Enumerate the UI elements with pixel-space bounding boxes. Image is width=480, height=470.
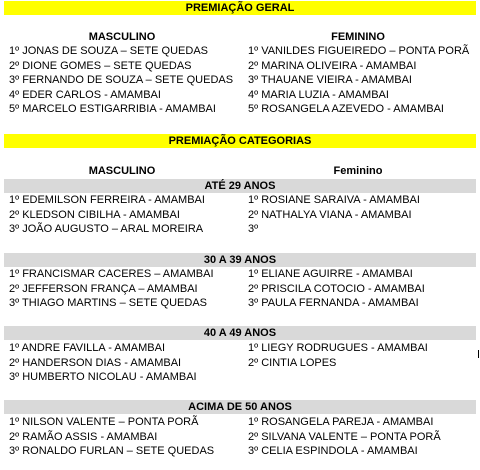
group-masc-entry: 3º THIAGO MARTINS – SETE QUEDAS — [9, 297, 207, 309]
geral-masc-entry: 4º EDER CARLOS - AMAMBAI — [9, 88, 161, 101]
group-fem-entry: 2º PRISCILA COTOCIO - AMAMBAI — [248, 282, 425, 295]
geral-fem-entry: 1º VANILDES FIGUEIREDO – PONTA PORÃ — [248, 45, 470, 57]
group-fem-entry: 2º NATHALYA VIANA - AMAMBAI — [248, 208, 412, 221]
geral-masc-header: MASCULINO — [88, 31, 156, 43]
geral-masc-entry: 3º FERNANDO DE SOUZA – SETE QUEDAS — [9, 74, 234, 86]
geral-title-bar — [4, 1, 476, 15]
group-fem-entry: 1º LIEGY RODRUGUES - AMAMBAI — [248, 342, 428, 354]
group-masc-entry: 1º NILSON VALENTE – PONTA PORÃ — [9, 416, 199, 428]
group-label: ACIMA DE 50 ANOS — [188, 401, 292, 413]
categorias-title: PREMIAÇÃO CATEGORIAS — [168, 135, 312, 147]
group-masc-entry: 2º HANDERSON DIAS - AMAMBAI — [9, 356, 182, 369]
group-fem-entry: 2º SILVANA VALENTE – PONTA PORÃ — [248, 430, 441, 443]
group-label: ATÉ 29 ANOS — [204, 180, 276, 192]
group-masc-entry: 2º KLEDSON CIBILHA - AMAMBAI — [9, 208, 180, 221]
group-fem-entry: 1º ELIANE AGUIRRE - AMAMBAI — [248, 268, 413, 280]
geral-fem-header: FEMININO — [331, 31, 385, 43]
group-fem-entry: 3º PAULA FERNANDA - AMAMBAI — [248, 297, 419, 309]
group-masc-entry: 3º HUMBERTO NICOLAU - AMAMBAI — [9, 371, 197, 383]
geral-fem-entry: 2º MARINA OLIVEIRA - AMAMBAI — [248, 59, 417, 72]
geral-fem-entry: 4º MARIA LUZIA - AMAMBAI — [248, 88, 389, 101]
categorias-fem-header: Feminino — [333, 165, 383, 177]
group-fem-entry: 3º CELIA ESPINDOLA - AMAMBAI — [248, 445, 418, 457]
categorias-masc-header: MASCULINO — [88, 165, 156, 177]
group-masc-entry: 3º RONALDO FURLAN – SETE QUEDAS — [9, 445, 215, 457]
group-label: 40 A 49 ANOS — [203, 327, 277, 339]
geral-masc-entry: 1º JONAS DE SOUZA – SETE QUEDAS — [9, 45, 209, 57]
group-fem-entry: 3º — [248, 223, 259, 235]
group-bar-30-39 — [4, 253, 476, 267]
group-masc-entry: 2º JEFFERSON FRANÇA – AMAMBAI — [9, 282, 198, 295]
group-fem-entry: 2º CINTIA LOPES — [248, 356, 337, 369]
geral-title: PREMIAÇÃO GERAL — [185, 2, 295, 14]
group-masc-entry: 1º FRANCISMAR CACERES – AMAMBAI — [9, 268, 214, 280]
geral-fem-entry: 3º THAUANE VIEIRA - AMAMBAI — [248, 74, 412, 86]
group-masc-entry: 1º EDEMILSON FERREIRA - AMAMBAI — [9, 194, 205, 206]
group-label: 30 A 39 ANOS — [203, 254, 277, 266]
geral-masc-entry: 2º DIONE GOMES – SETE QUEDAS — [9, 59, 192, 72]
group-bar-ate-29 — [4, 179, 476, 193]
geral-fem-entry: 5º ROSANGELA AZEVEDO - AMAMBAI — [248, 103, 444, 115]
group-fem-entry: 1º ROSANGELA PAREJA - AMAMBAI — [248, 416, 434, 428]
cell-edge-mark — [478, 350, 479, 358]
group-masc-entry: 3º JOÃO AUGUSTO – ARAL MOREIRA — [9, 223, 204, 235]
group-bar-acima-50 — [4, 400, 476, 414]
group-masc-entry: 2º RAMÃO ASSIS - AMAMBAI — [9, 430, 158, 443]
group-masc-entry: 1º ANDRE FAVILLA - AMAMBAI — [9, 342, 166, 354]
categorias-title-bar — [4, 134, 476, 148]
group-bar-40-49 — [4, 326, 476, 340]
group-fem-entry: 1º ROSIANE SARAIVA - AMAMBAI — [248, 194, 420, 206]
geral-masc-entry: 5º MARCELO ESTIGARRIBIA - AMAMBAI — [9, 103, 216, 115]
